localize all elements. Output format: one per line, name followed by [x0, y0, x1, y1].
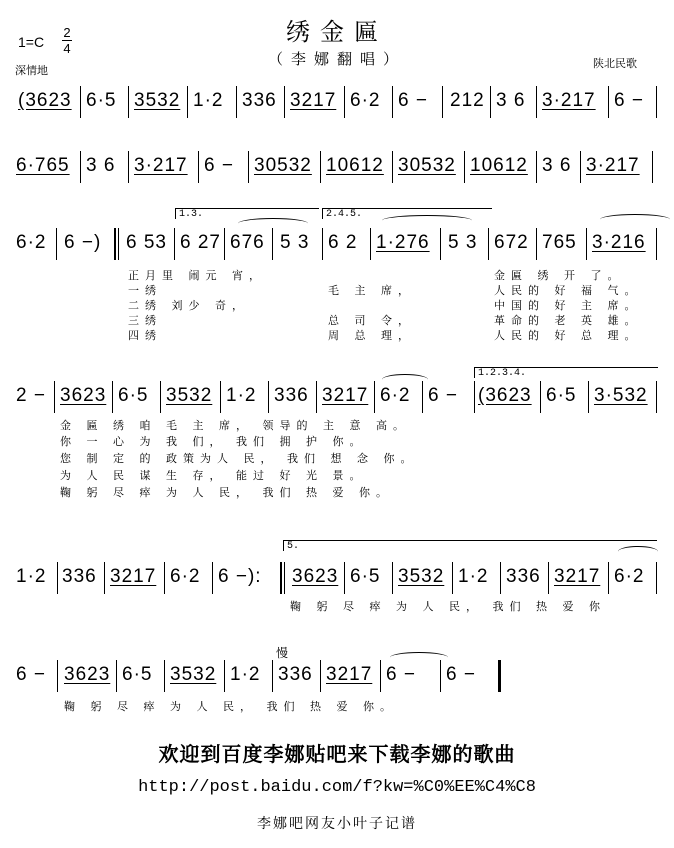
measure: 6 27 [180, 232, 221, 253]
staff-row-5 [0, 566, 674, 596]
measure: 212 [450, 90, 485, 111]
measure: 2 − [16, 385, 46, 406]
measure: 1·2 [230, 664, 261, 685]
time-signature [62, 25, 72, 56]
measure: 6 53 [126, 232, 167, 253]
measure: 6·765 [16, 155, 70, 176]
measure: 1·2 [16, 566, 47, 587]
measure: 3·217 [586, 155, 640, 176]
slur [618, 546, 658, 557]
measure: 6 −): [218, 566, 262, 587]
lyrics-row-5: 鞠 躬 尽 瘁 为 人 民， 我们 热 爱 你 [290, 600, 606, 613]
measure: 676 [230, 232, 265, 253]
measure: 30532 [254, 155, 312, 176]
measure: 6·2 [350, 90, 381, 111]
song-title: 绣金匾 [286, 18, 388, 46]
measure: (3623 [18, 90, 72, 111]
measure: 6 − [428, 385, 458, 406]
song-origin: 陕北民歌 [593, 57, 637, 70]
measure: 3217 [326, 664, 373, 685]
staff-row-4 [0, 385, 674, 415]
volta-bracket-5: 5. [283, 540, 657, 551]
tempo-marking: 深情地 [15, 64, 48, 77]
measure: 765 [542, 232, 577, 253]
volta-bracket-2-4-5: 2.4.5. [322, 208, 492, 219]
measure: 672 [494, 232, 529, 253]
measure: 3623 [292, 566, 339, 587]
source-url: http://post.baidu.com/f?kw=%C0%EE%C4%C8 [138, 778, 536, 797]
measure: 336 [278, 664, 313, 685]
measure: (3623 [478, 385, 532, 406]
measure: 6 − [204, 155, 234, 176]
measure: 3532 [398, 566, 445, 587]
measure: 6·5 [118, 385, 149, 406]
meter-bottom: 4 [63, 41, 71, 56]
measure: 336 [506, 566, 541, 587]
measure: 6 − [446, 664, 476, 685]
measure: 3 6 [86, 155, 116, 176]
measure: 3·217 [134, 155, 188, 176]
measure: 336 [242, 90, 277, 111]
slur [238, 218, 308, 229]
measure: 3·217 [542, 90, 596, 111]
measure: 3623 [64, 664, 111, 685]
measure: 3532 [166, 385, 213, 406]
tempo-slow-marking: 慢 [276, 646, 289, 660]
measure: 6·5 [350, 566, 381, 587]
measure: 3532 [170, 664, 217, 685]
measure: 5 3 [448, 232, 478, 253]
meter-top: 2 [63, 25, 71, 40]
measure: 3·216 [592, 232, 646, 253]
measure: 3217 [322, 385, 369, 406]
measure: 3217 [290, 90, 337, 111]
measure: 6 − [398, 90, 428, 111]
slur [382, 215, 472, 226]
staff-row-6 [0, 664, 674, 694]
song-subtitle: （李娜翻唱） [267, 50, 406, 68]
measure: 6·2 [16, 232, 47, 253]
measure: 3217 [554, 566, 601, 587]
measure: 6·5 [546, 385, 577, 406]
measure: 3 6 [496, 90, 526, 111]
volta-bracket-1-2-3-4: 1.2.3.4. [474, 367, 658, 378]
measure: 1·2 [458, 566, 489, 587]
measure: 336 [274, 385, 309, 406]
staff-row-1 [0, 90, 674, 120]
slur [600, 214, 670, 225]
measure: 6·5 [122, 664, 153, 685]
measure: 1·276 [376, 232, 430, 253]
measure: 30532 [398, 155, 456, 176]
measure: 3532 [134, 90, 181, 111]
measure: 6 − [16, 664, 46, 685]
measure: 5 3 [280, 232, 310, 253]
welcome-banner: 欢迎到百度李娜贴吧来下载李娜的歌曲 [158, 742, 516, 766]
key-signature: 1=C [18, 34, 45, 50]
volta-bracket-1-3: 1.3. [175, 208, 319, 219]
measure: 3623 [60, 385, 107, 406]
lyrics-row-6: 鞠 躬 尽 瘁 为 人 民， 我们 热 爱 你。 [64, 700, 397, 713]
staff-row-3 [0, 232, 674, 262]
measure: 6·2 [380, 385, 411, 406]
measure: 3·532 [594, 385, 648, 406]
measure: 336 [62, 566, 97, 587]
transcriber-credit: 李娜吧网友小叶子记谱 [257, 816, 417, 832]
measure: 6·2 [614, 566, 645, 587]
measure: 1·2 [193, 90, 224, 111]
staff-row-2 [0, 155, 674, 185]
measure: 1·2 [226, 385, 257, 406]
measure: 10612 [470, 155, 528, 176]
measure: 6 − [386, 664, 416, 685]
measure: 6·2 [170, 566, 201, 587]
measure: 6 −) [64, 232, 102, 253]
measure: 6·5 [86, 90, 117, 111]
measure: 10612 [326, 155, 384, 176]
measure: 3 6 [542, 155, 572, 176]
measure: 3217 [110, 566, 157, 587]
measure: 6 − [614, 90, 644, 111]
measure: 6 2 [328, 232, 358, 253]
